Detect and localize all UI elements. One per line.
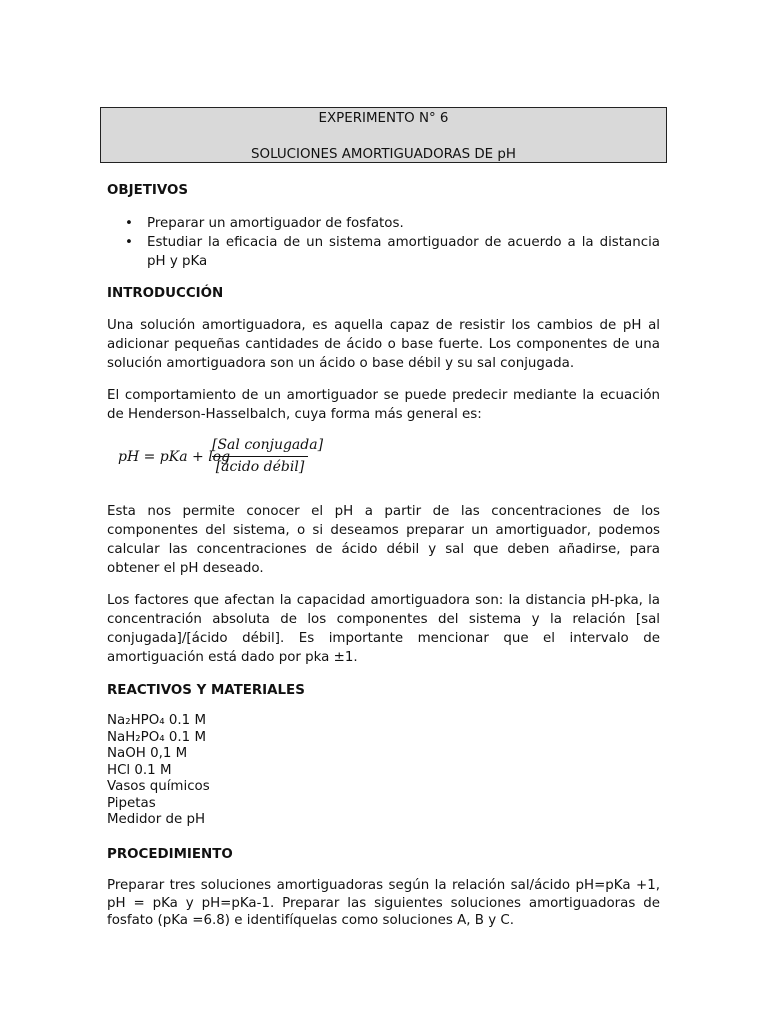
intro-paragraph-2: El comportamiento de un amortiguador se puede predecir mediante la ecuación de Henderson-Hasselbalch, cuya forma más general es: (107, 388, 660, 422)
bullet-icon: • (125, 216, 133, 231)
list-item: • Preparar un amortiguador de fosfatos. (125, 216, 404, 231)
equation-lhs: pH = pKa + log (118, 449, 231, 465)
equation-numerator: [Sal conjugada] (212, 436, 308, 457)
bullet-icon: • (125, 235, 133, 250)
list-item: NaH₂PO₄ 0.1 M (107, 729, 207, 745)
objetivos-heading: OBJETIVOS (107, 183, 188, 198)
procedimiento-heading: PROCEDIMIENTO (107, 847, 233, 862)
intro-paragraph-3: Esta nos permite conocer el pH a partir de las concentraciones de los componentes del sistema, o si deseamos preparar un amortiguador, podemos calcular las concentraciones de ácido débil y sal que deben añadirse, para obtener el pH deseado. (107, 504, 660, 576)
intro-paragraph-1: Una solución amortiguadora, es aquella capaz de resistir los cambios de pH al adicionar pequeñas cantidades de ácido o base fuerte. Los componentes de una solución amortiguadora son un ácido o base débil y su sal conjugada. (107, 318, 660, 371)
equation-fraction (212, 436, 324, 477)
intro-paragraph-4: Los factores que afectan la capacidad amortiguadora son: la distancia pH-pka, la concentración absoluta de los componentes del sistema y la relación [sal conjugada]/[ácido débil]. Es importante mencionar que el intervalo de amortiguación está dado por pka ±1. (107, 593, 660, 665)
title-box (100, 107, 667, 163)
list-item: Vasos químicos (107, 779, 210, 794)
list-item: • Estudiar la eficacia de un sistema amortiguador de acuerdo a la distancia pH y pKa (125, 235, 660, 269)
introduccion-heading: INTRODUCCIÓN (107, 286, 224, 301)
equation-denominator: [ácido débil] (215, 459, 305, 475)
list-item: Pipetas (107, 795, 156, 811)
procedimiento-paragraph: Preparar tres soluciones amortiguadoras según la relación sal/ácido pH=pKa +1, pH = pKa y pH=pKa-1. Preparar las siguientes soluciones amortiguadoras de fosfato (pKa =6.8) e identifíquelas como soluciones A, B y C. (107, 878, 660, 928)
reactivos-list (107, 713, 210, 829)
list-item: Medidor de pH (107, 812, 206, 827)
experiment-title: SOLUCIONES AMORTIGUADORAS DE pH (251, 147, 516, 162)
list-item: Na₂HPO₄ 0.1 M (107, 713, 207, 728)
list-item: NaOH 0,1 M (107, 746, 188, 761)
list-item: HCl 0.1 M (107, 762, 172, 778)
reactivos-heading: REACTIVOS Y MATERIALES (107, 683, 305, 698)
experiment-number: EXPERIMENTO N° 6 (318, 111, 449, 126)
objetivos-list (107, 214, 660, 271)
